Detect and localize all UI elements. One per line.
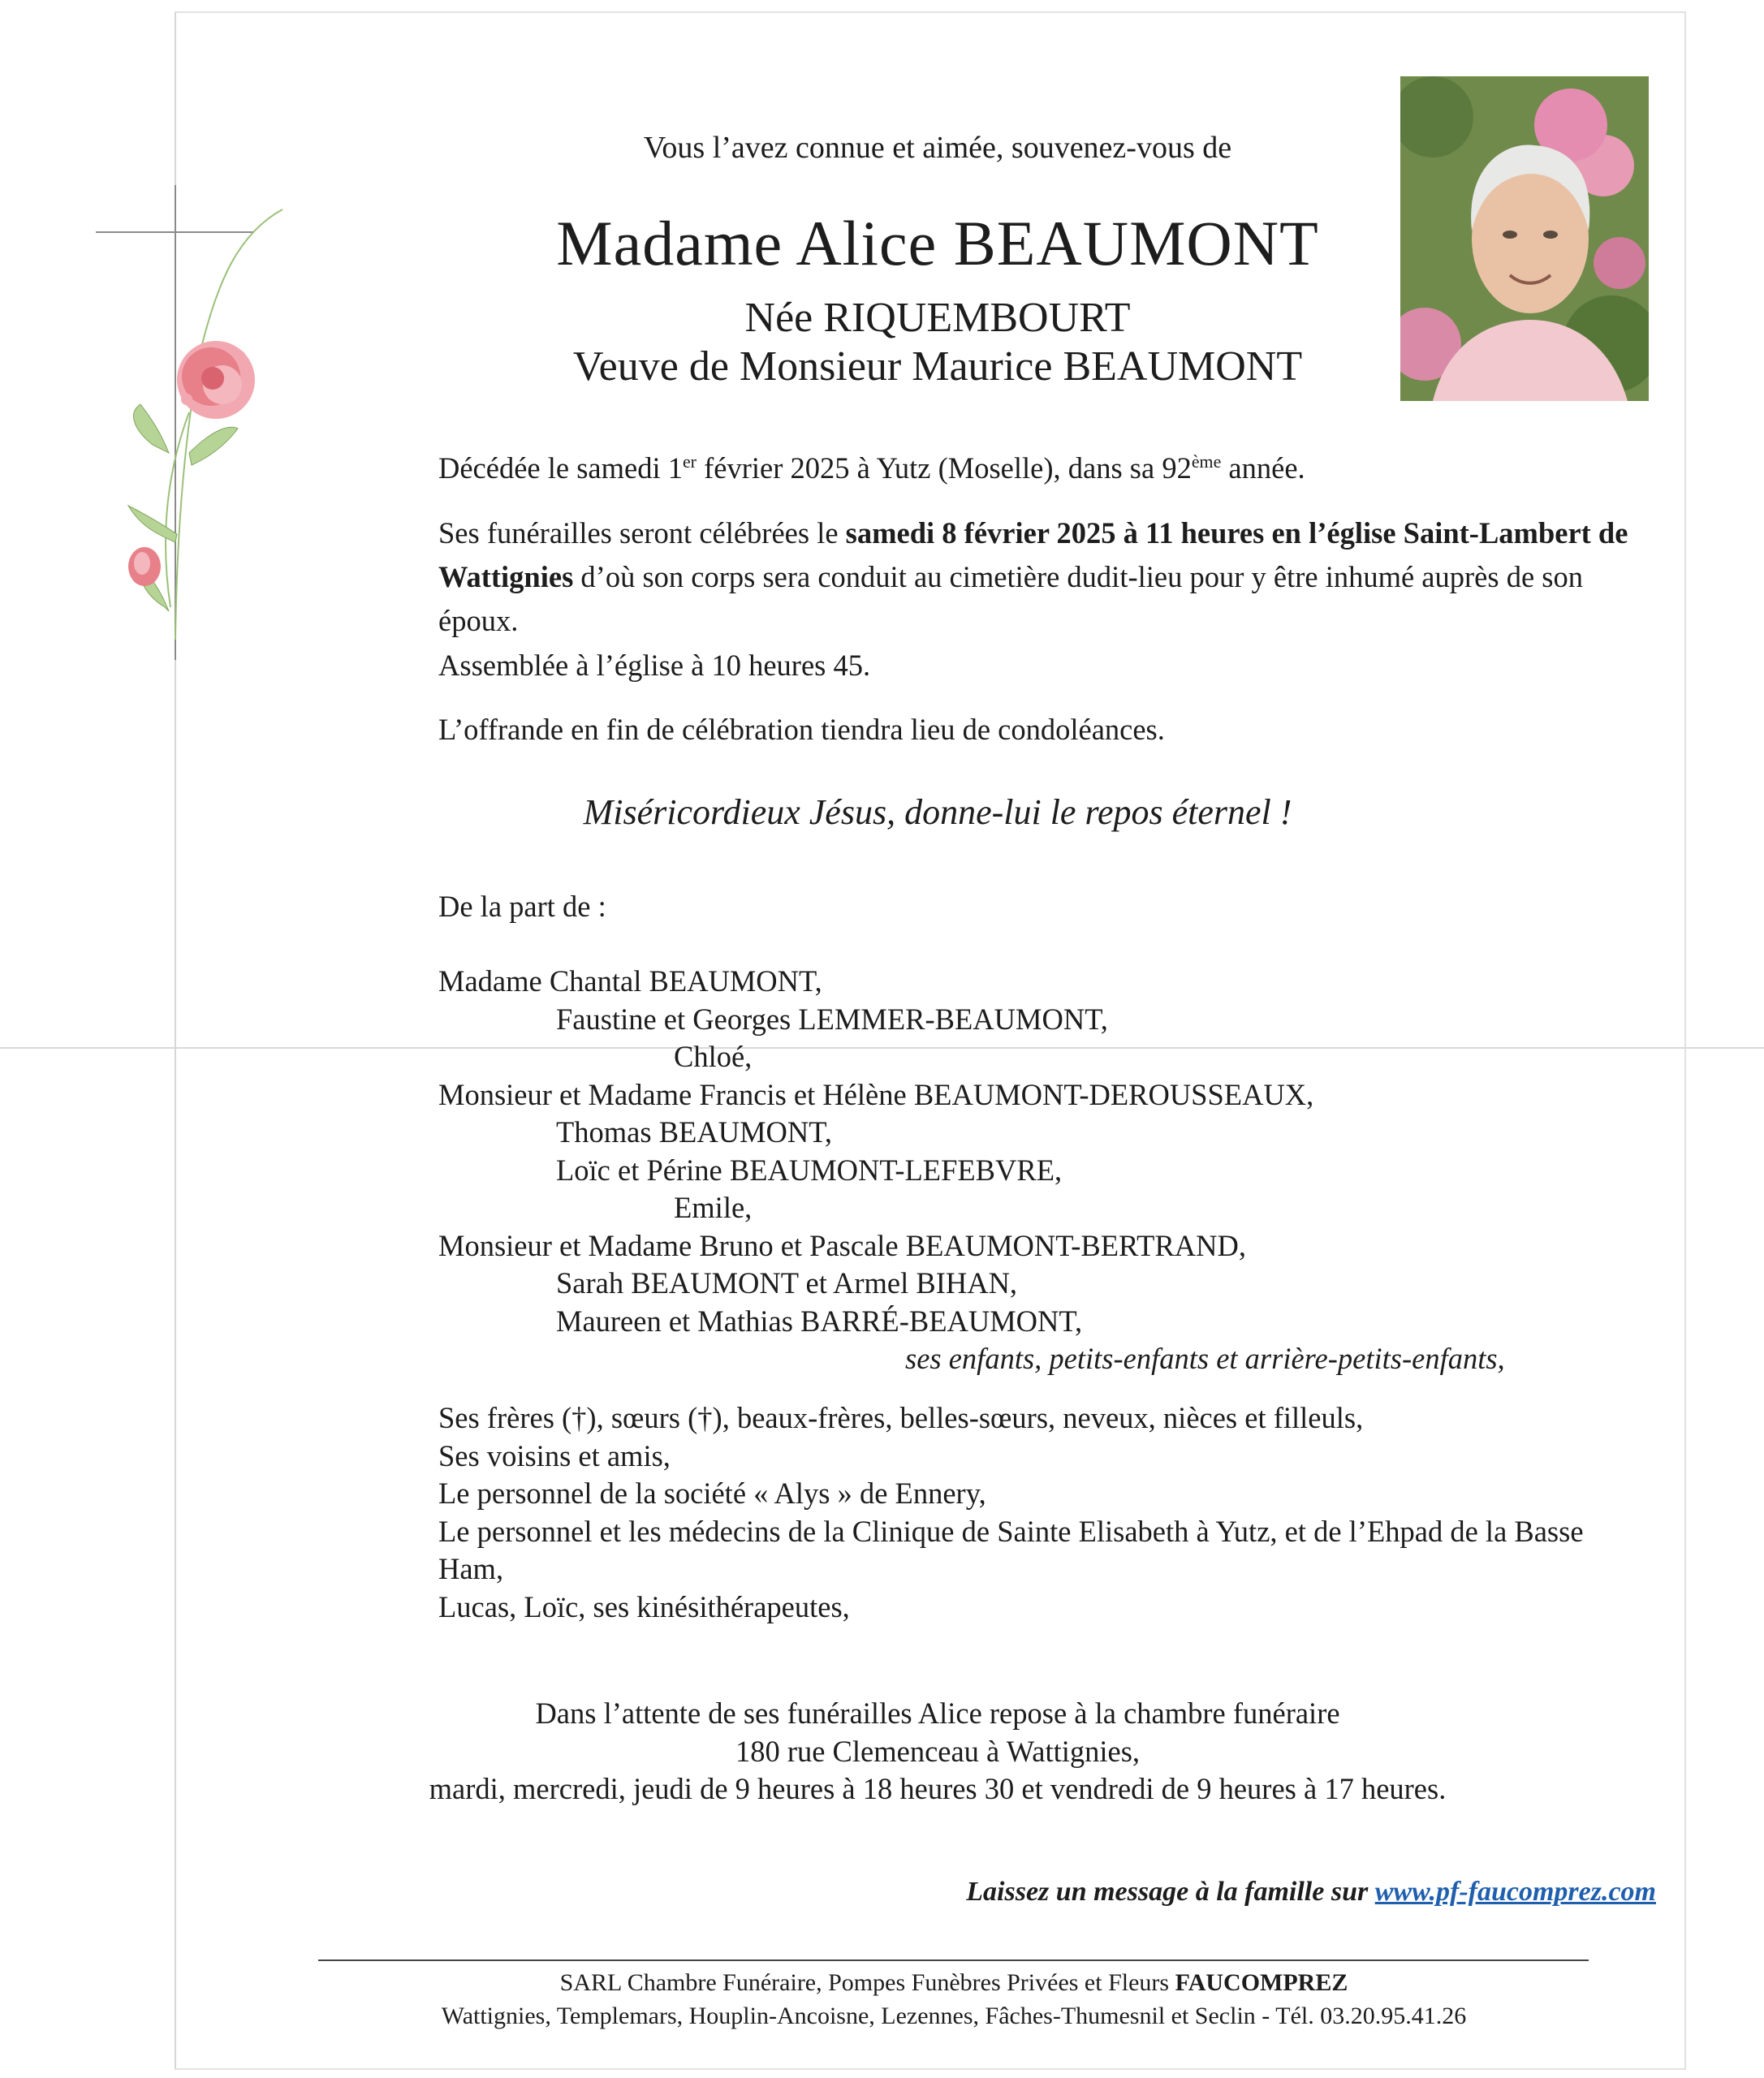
death-notice: Décédée le samedi 1er février 2025 à Yutz (Moselle), dans sa 92ème année. [438, 451, 1305, 485]
funeral-date-place: samedi 8 février 2025 à 11 heures en l’église Saint-Lambert de Wattignies [438, 516, 1628, 593]
from-label: De la part de : [438, 890, 606, 923]
carnation-bud [128, 547, 161, 586]
offering-note: L’offrande en fin de célébration tiendra lieu de condoléances. [438, 713, 1165, 746]
prayer: Miséricordieux Jésus, donne-lui le repos éternel ! [583, 792, 1292, 832]
family-line: Faustine et Georges LEMMER-BEAUMONT, [556, 1002, 1108, 1036]
family-list [438, 963, 1672, 1378]
family-line: Monsieur et Madame Bruno et Pascale BEAUMONT-BERTRAND, [438, 1228, 1246, 1262]
repose-line: 180 rue Clemenceau à Wattignies, [735, 1734, 1141, 1768]
footer-locations: Wattignies, Templemars, Houplin-Ancoisne, Lezennes, Fâches-Thumesnil et Seclin - Tél. 03.20.95.41.26 [441, 2003, 1467, 2029]
others-line: Le personnel de la société « Alys » de Ennery, [438, 1477, 986, 1510]
family-line: Emile, [674, 1191, 753, 1224]
maiden-name: Née RIQUEMBOURT [744, 295, 1131, 341]
others-list [438, 1399, 1648, 1626]
funeral-details: Ses funérailles seront célébrées le samedi 8 février 2025 à 11 heures en l’église Saint-Lambert de Wattignies d’où son corps sera conduit au cimetière dudit-lieu pour y être inhumé auprès de son époux. [438, 516, 1628, 637]
repose-line: mardi, mercredi, jeudi de 9 heures à 18 heures 30 et vendredi de 9 heures à 17 heures. [429, 1772, 1447, 1805]
widow-of: Veuve de Monsieur Maurice BEAUMONT [572, 343, 1303, 390]
assembly-time: Assemblée à l’église à 10 heures 45. [438, 649, 871, 682]
cross-with-carnation-illustration [96, 185, 295, 660]
family-line: Loïc et Périne BEAUMONT-LEFEBVRE, [556, 1153, 1063, 1187]
others-line: Ses voisins et amis, [438, 1438, 671, 1472]
footer-company: SARL Chambre Funéraire, Pompes Funèbres Privées et Fleurs FAUCOMPREZ [559, 1969, 1348, 1996]
others-line: Le personnel et les médecins de la Clinique de Sainte Elisabeth à Yutz, et de l’Ehpad de la Basse Ham, [438, 1514, 1584, 1585]
message-line: Laissez un message à la famille sur www.pf-faucomprez.com [966, 1877, 1656, 1907]
intro-line: Vous l’avez connue et aimée, souvenez-vous de [643, 131, 1232, 165]
repose-info [325, 1695, 1551, 1809]
others-line: Ses frères (†), sœurs (†), beaux-frères, belles-sœurs, neveux, nièces et filleuls, [438, 1401, 1364, 1434]
footer-divider [318, 1959, 1589, 1961]
family-closing: ses enfants, petits-enfants et arrière-petits-enfants, [905, 1342, 1505, 1375]
family-line: Maureen et Mathias BARRÉ-BEAUMONT, [556, 1304, 1083, 1338]
repose-line: Dans l’attente de ses funérailles Alice repose à la chambre funéraire [535, 1696, 1340, 1730]
family-line: Thomas BEAUMONT, [556, 1115, 832, 1149]
website-link[interactable]: www.pf-faucomprez.com [1374, 1877, 1656, 1907]
deceased-name: Madame Alice BEAUMONT [556, 208, 1319, 278]
others-line: Lucas, Loïc, ses kinésithérapeutes, [438, 1589, 850, 1623]
family-line: Madame Chantal BEAUMONT, [438, 964, 822, 998]
family-line: Monsieur et Madame Francis et Hélène BEAUMONT-DEROUSSEAUX, [438, 1077, 1314, 1111]
family-line: Sarah BEAUMONT et Armel BIHAN, [556, 1266, 1018, 1300]
carnation-flower [177, 341, 255, 419]
family-line: Chloé, [674, 1040, 753, 1073]
